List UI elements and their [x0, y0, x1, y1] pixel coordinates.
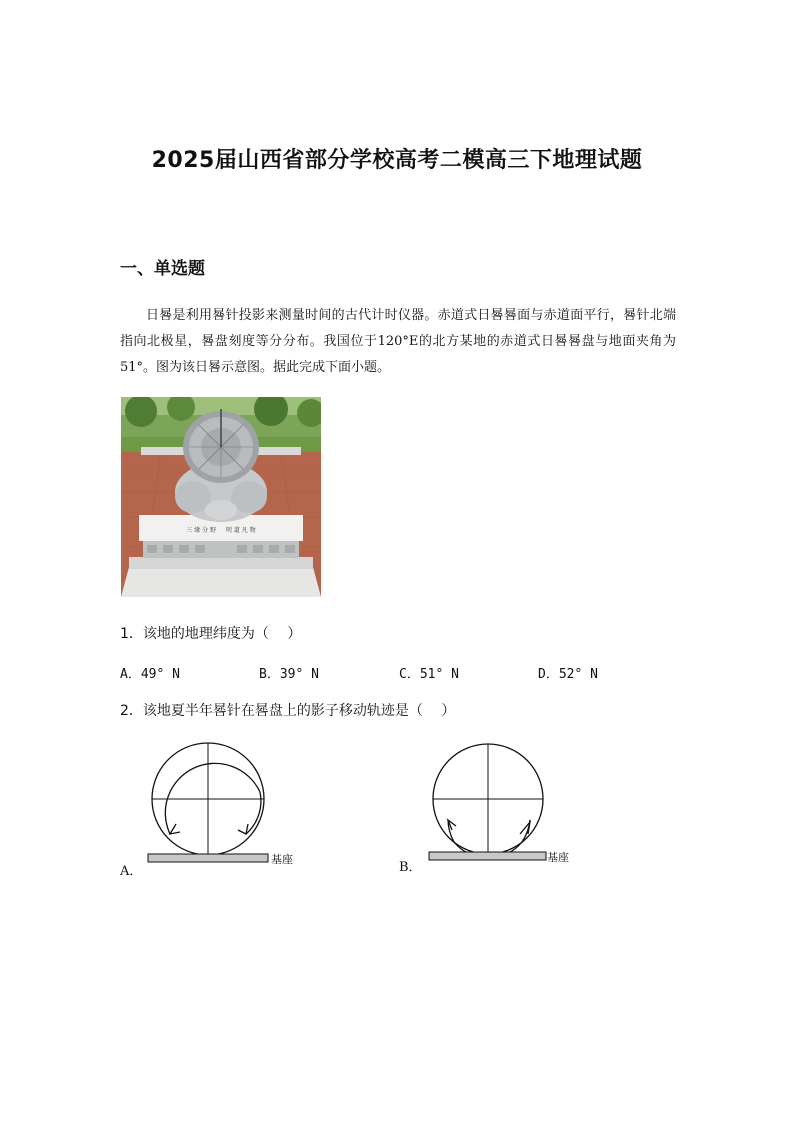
diagram-b-letter[interactable]: B． [399, 860, 422, 875]
diagram-a-arrow-left [170, 824, 180, 834]
q1-option-d[interactable]: D．52° N [538, 667, 598, 682]
photo-inscription: 三 缘 分 野 明 道 凡 物 [186, 527, 256, 534]
diagram-a-base [148, 854, 268, 862]
section-heading: 一、单选题 [120, 259, 205, 279]
q1-option-b[interactable]: B．39° N [259, 667, 319, 682]
diagram-b-base [429, 852, 546, 860]
diagram-a-letter[interactable]: A． [120, 864, 143, 879]
q1-option-a[interactable]: A．49° N [120, 667, 180, 682]
passage-text: 日晷是利用晷针投影来测量时间的古代计时仪器。赤道式日晷晷面与赤道面平行，晷针北端指向北极星，晷盘刻度等分分布。我国位于120°E的北方某地的赤道式日晷晷盘与地面夹角为51°。图为该日晷示意图。据此完成下面小题。 [120, 308, 676, 375]
sundial-photo [121, 397, 321, 597]
diagram-a-arrow-right [238, 824, 248, 834]
diagram-b-arrow-right [520, 822, 530, 834]
question-2-stem: 2．该地夏半年晷针在晷盘上的影子移动轨迹是（ ） [120, 703, 456, 719]
question-1-stem: 1．该地的地理纬度为（ ） [120, 626, 302, 642]
q1-option-c[interactable]: C．51° N [399, 667, 459, 682]
diagram-b-base-label: 基座 [547, 851, 569, 864]
page-title: 2025届山西省部分学校高考二模高三下地理试题 [151, 148, 643, 173]
diagram-a-base-label: 基座 [271, 853, 293, 866]
